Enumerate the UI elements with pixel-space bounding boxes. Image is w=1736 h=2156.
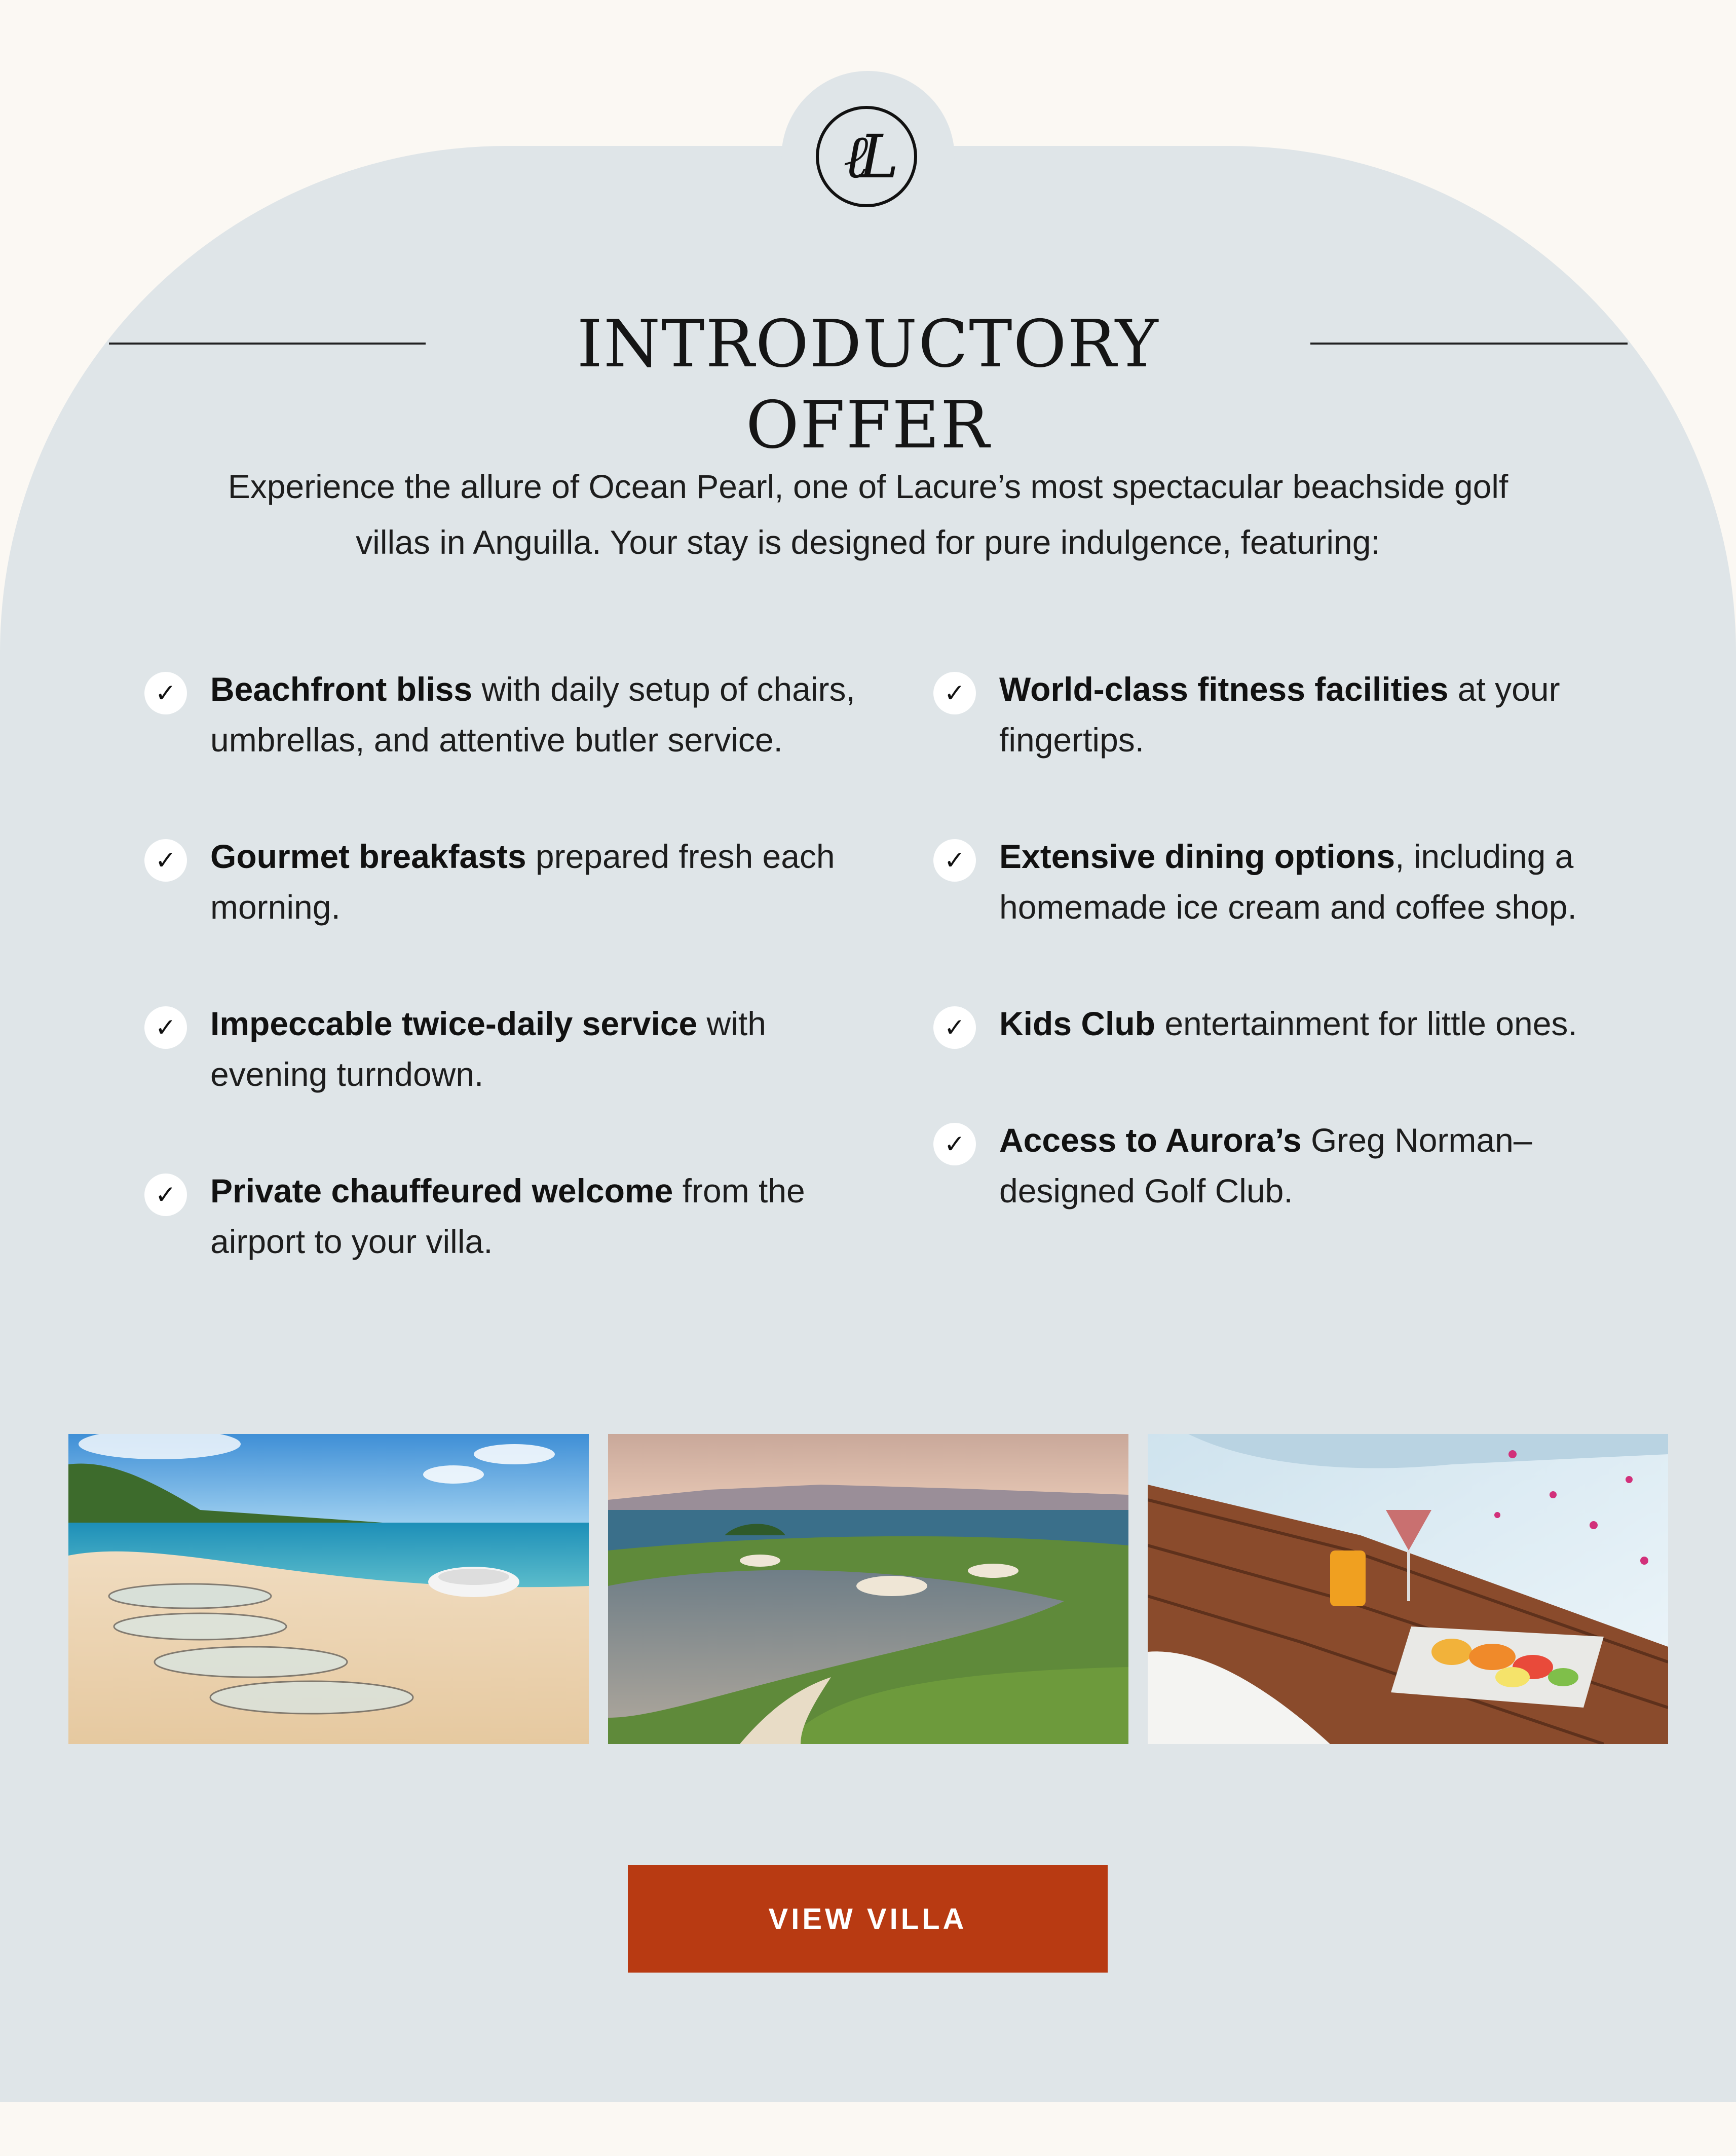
feature-highlight: Kids Club	[999, 1005, 1155, 1042]
features-right-column	[933, 664, 1643, 1282]
feature-text: with evening turndown.	[210, 1005, 766, 1093]
features-left-column	[144, 664, 864, 1333]
feature-item	[933, 998, 1643, 1049]
feature-highlight: Beachfront bliss	[210, 670, 473, 708]
feature-highlight: Gourmet breakfasts	[210, 838, 526, 875]
brand-logo-monogram: ℓL	[843, 121, 890, 192]
feature-item	[144, 664, 864, 765]
check-icon: ✓	[933, 1123, 976, 1165]
title-divider-right	[1310, 343, 1628, 345]
feature-text: with daily setup of chairs, umbrellas, and attentive butler service.	[210, 670, 855, 759]
feature-item	[144, 1165, 864, 1267]
feature-highlight: Extensive dining options	[999, 838, 1395, 875]
view-villa-button[interactable]: VIEW VILLA	[628, 1865, 1108, 1973]
check-icon: ✓	[933, 1006, 976, 1049]
brand-logo-icon	[816, 106, 917, 207]
feature-text: Greg Norman–designed Golf Club.	[999, 1121, 1532, 1209]
feature-item	[933, 1115, 1643, 1216]
page-title: INTRODUCTORY OFFER	[577, 307, 1159, 463]
intro-paragraph: Experience the allure of Ocean Pearl, one of Lacure’s most spectacular beachside golf villas in Anguilla. Your stay is designed for pure indulgence, featuring:	[228, 468, 1508, 561]
feature-text: at your fingertips.	[999, 670, 1560, 759]
feature-text: , including a homemade ice cream and coffee shop.	[999, 838, 1577, 926]
feature-item	[144, 998, 864, 1100]
feature-item	[933, 664, 1643, 765]
check-icon: ✓	[144, 672, 187, 714]
feature-highlight: Access to Aurora’s	[999, 1121, 1302, 1159]
feature-highlight: Private chauffeured welcome	[210, 1172, 673, 1209]
check-icon: ✓	[933, 672, 976, 714]
check-icon: ✓	[933, 839, 976, 882]
check-icon: ✓	[144, 1006, 187, 1049]
check-icon: ✓	[144, 839, 187, 882]
title-divider-left	[109, 343, 426, 345]
check-icon: ✓	[144, 1174, 187, 1216]
feature-item	[144, 831, 864, 932]
feature-highlight: World-class fitness facilities	[999, 670, 1449, 708]
feature-highlight: Impeccable twice-daily service	[210, 1005, 698, 1042]
feature-item	[933, 831, 1643, 932]
feature-text: entertainment for little ones.	[1155, 1005, 1577, 1042]
spa-tray-photo	[1148, 1434, 1668, 1744]
beach-photo	[68, 1434, 589, 1744]
feature-text: prepared fresh each morning.	[210, 838, 835, 926]
golf-course-photo	[608, 1434, 1128, 1744]
feature-text: from the airport to your villa.	[210, 1172, 805, 1260]
